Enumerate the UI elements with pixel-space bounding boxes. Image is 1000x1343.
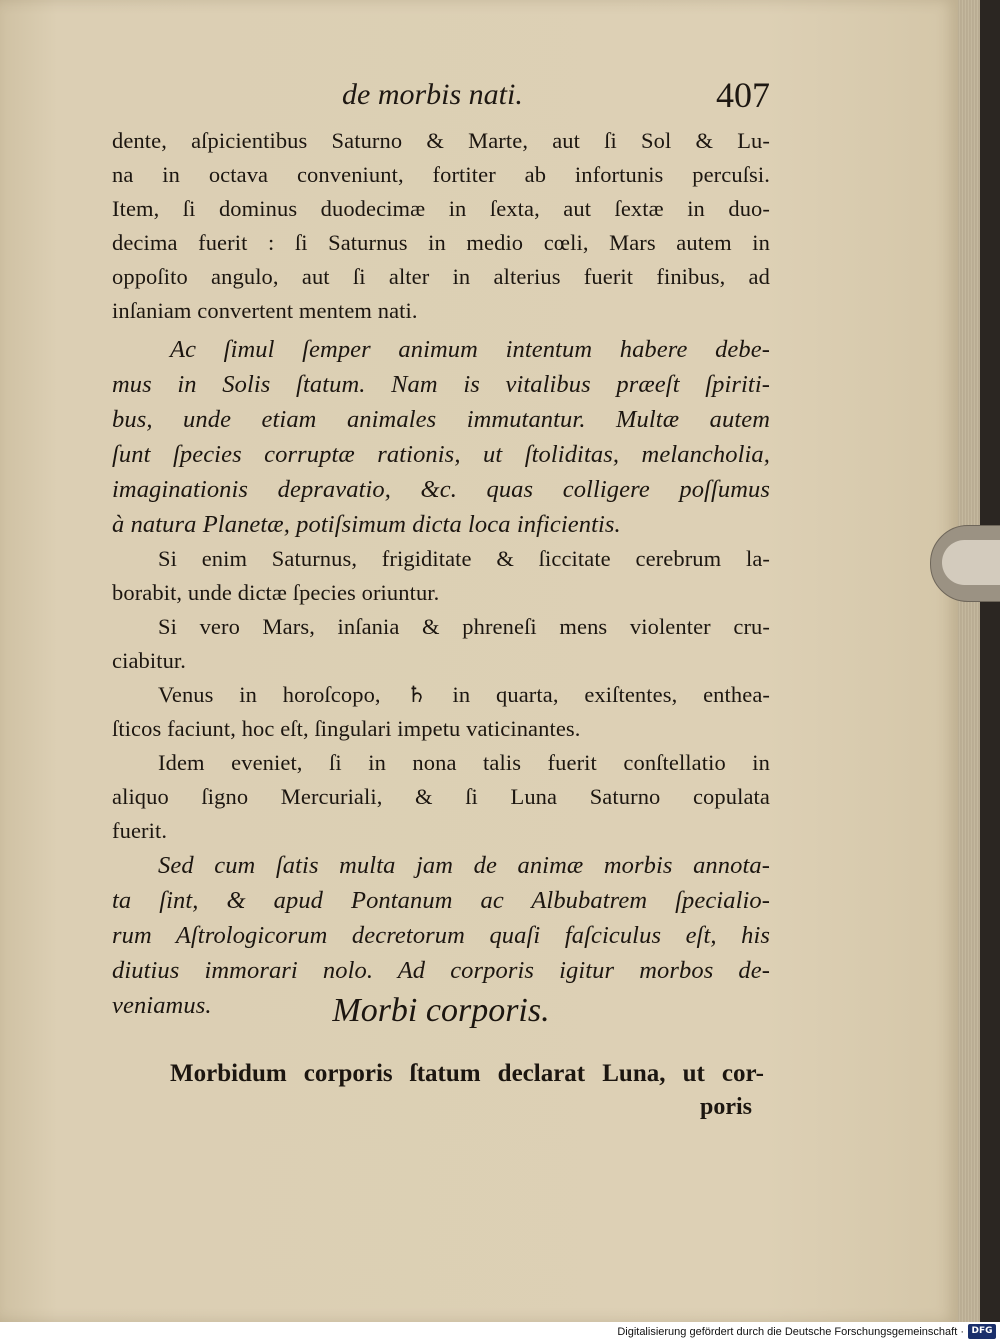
text-line: ciabitur. (112, 648, 187, 673)
text-line: ta ſint, & apud Pontanum ac Albubatrem ſpecialio- (112, 887, 770, 914)
text-line: fuerit. (112, 818, 168, 843)
body-text (112, 124, 770, 1023)
text-line: aliquo ſigno Mercuriali, & ſi Luna Saturno copulata (112, 784, 770, 809)
running-head: de morbis nati. (342, 78, 523, 111)
page-fore-edge (958, 0, 980, 1322)
text-line: ſticos faciunt, hoc eſt, ſingulari impetu vaticinantes. (112, 716, 581, 741)
text-line: bus, unde etiam animales immutantur. Multæ autem (112, 406, 770, 433)
text-line: Si enim Saturnus, frigiditate & ſiccitate cerebrum la- (158, 546, 770, 571)
text-line: Sed cum ſatis multa jam de animæ morbis annota- (158, 852, 770, 879)
text-line: mus in Solis ſtatum. Nam is vitalibus præeſt ſpiriti- (112, 371, 770, 398)
text-line: Venus in horoſcopo, ♄ in quarta, exiſtentes, enthea- (158, 682, 770, 707)
dfg-logo: DFG (968, 1324, 996, 1339)
footer-credit: Digitalisierung gefördert durch die Deutsche Forschungsgemeinschaft · (617, 1326, 964, 1338)
text-line: oppoſito angulo, aut ſi alter in alterius fuerit finibus, ad (112, 264, 770, 289)
text-line: na in octava conveniunt, fortiter ab infortunis percuſsi. (112, 162, 770, 187)
catchword: poris (700, 1094, 753, 1120)
text-line: imaginationis depravatio, &c. quas colligere poſſumus (112, 476, 770, 503)
page-header (120, 75, 770, 118)
text-line: à natura Planetæ, potiſsimum dicta loca inficientis. (112, 511, 621, 538)
page-clip-inner (942, 540, 1000, 585)
text-line: Idem eveniet, ſi in nona talis fuerit conſtellatio in (158, 750, 770, 775)
text-line: Ac ſimul ſemper animum intentum habere debe- (170, 336, 770, 363)
text-line: Item, ſi dominus duodecimæ in ſexta, aut ſextæ in duo- (112, 196, 770, 221)
text-line: dente, aſpicientibus Saturno & Marte, aut ſi Sol & Lu- (112, 128, 770, 153)
text-line: decima fuerit : ſi Saturnus in medio cœli, Mars autem in (112, 230, 770, 255)
page-number: 407 (716, 75, 770, 115)
text-line: inſaniam convertent mentem nati. (112, 298, 418, 323)
text-line: ſunt ſpecies corruptæ rationis, ut ſtoliditas, melancholia, (112, 441, 770, 468)
text-line: rum Aſtrologicorum decretorum quaſi faſciculus eſt, his (112, 922, 770, 949)
text-line: diutius immorari nolo. Ad corporis igitur morbos de- (112, 957, 770, 984)
text-line: veniamus. (112, 992, 212, 1019)
text-line: borabit, unde dictæ ſpecies oriuntur. (112, 580, 440, 605)
text-line: Si vero Mars, inſania & phreneſi mens violenter cru- (158, 614, 770, 639)
text-line: Morbidum corporis ſtatum declarat Luna, ut cor- (170, 1060, 764, 1087)
section-heading: Morbi corporis. (332, 992, 550, 1029)
